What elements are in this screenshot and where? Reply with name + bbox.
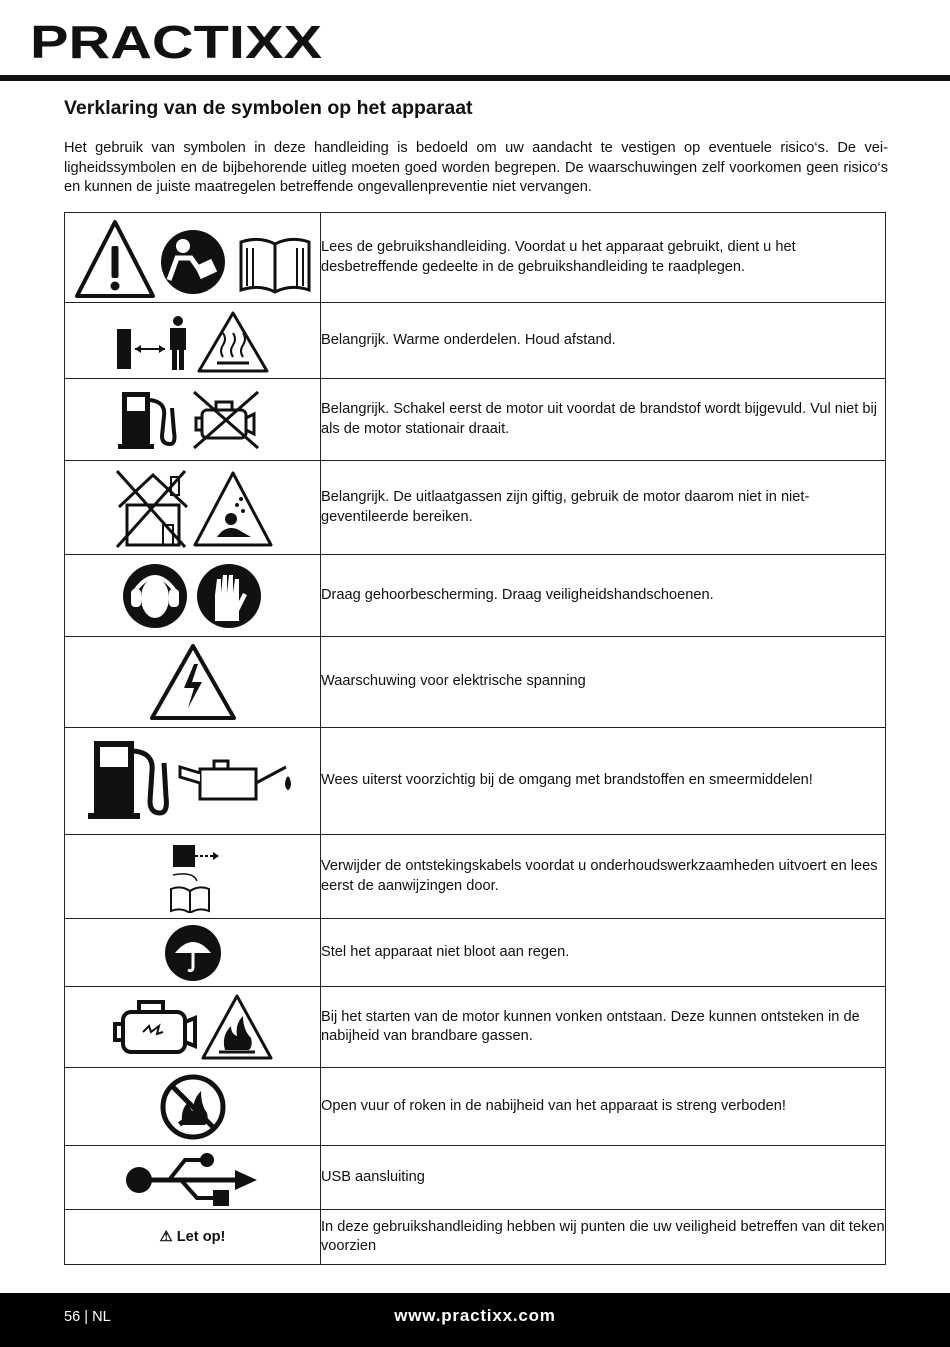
- engine-crossed-icon: [194, 392, 258, 448]
- keep-distance-icon: [117, 316, 186, 370]
- table-row: [65, 835, 886, 919]
- row-description: Wees uiterst voorzichtig bij de omgang met brandstoffen en smeermiddelen!: [321, 728, 886, 835]
- toxic-fumes-icon: [195, 473, 271, 545]
- row-description: Open vuur of roken in de nabijheid van het apparaat is streng verboden!: [321, 1068, 886, 1146]
- read-manual-icon: [161, 230, 225, 294]
- table-row: [65, 213, 886, 303]
- table-row: [65, 461, 886, 555]
- table-row: [65, 303, 886, 379]
- hot-surface-icon: [199, 313, 267, 371]
- table-row: [65, 987, 886, 1068]
- spark-plug-icon: [173, 845, 219, 881]
- table-row: [65, 1210, 886, 1265]
- table-row: [65, 379, 886, 461]
- table-row: [65, 919, 886, 987]
- row-description: Stel het apparaat niet bloot aan regen.: [321, 919, 886, 987]
- row-description: Lees de gebruikshandleiding. Voordat u het apparaat gebruikt, dient u het desbetreffende gedeelte in de gebruikshandleiding te raadplegen.: [321, 213, 886, 303]
- row-description: Bij het starten van de motor kunnen vonken ontstaan. Deze kunnen ontsteken in de nabijheid van brandbare gassen.: [321, 987, 886, 1068]
- oil-can-icon: [180, 761, 290, 799]
- row-description: USB aansluiting: [321, 1146, 886, 1210]
- umbrella-icon: [165, 925, 221, 981]
- intro-paragraph: Het gebruik van symbolen in deze handleiding is bedoeld om uw aandacht te vestigen op eventuele risico‘s. De veiligheidssymbolen en de bijbehorende uitleg moeten goed worden begrepen. De waarschuwingen zelf voorkomen geen risico‘s en kunnen de juiste maatregelen betreffende ongevallenpreventie niet vervangen.: [64, 140, 888, 195]
- svg-text:PRACTIXX: PRACTIXX: [30, 16, 323, 68]
- row-description: Belangrijk. De uitlaatgassen zijn giftig, gebruik de motor daarom niet in nietgeventileerde bereiken.: [321, 461, 886, 555]
- row-description: Belangrijk. Warme onderdelen. Houd afstand.: [321, 303, 886, 379]
- practixx-logo: [30, 14, 330, 74]
- table-row: [65, 637, 886, 728]
- table-row: [65, 728, 886, 835]
- no-fire-icon: [163, 1077, 223, 1137]
- usb-icon: [126, 1153, 257, 1206]
- open-book-icon: [171, 887, 209, 913]
- row-description: Verwijder de ontstekingskabels voordat u onderhoudswerkzaamheden uitvoert en lees eerst de aanwijzingen door.: [321, 835, 886, 919]
- row-description: In deze gebruikshandleiding hebben wij punten die uw veiligheid betreffen van dit teken voorzien: [321, 1210, 886, 1265]
- ear-protection-icon: [123, 564, 187, 628]
- table-row: [65, 1146, 886, 1210]
- row-description: Belangrijk. Schakel eerst de motor uit voordat de brandstof wordt bijgevuld. Vul niet bij als de motor stationair draait.: [321, 379, 886, 461]
- fuel-pump-icon: [88, 741, 166, 819]
- footer: [0, 1293, 950, 1347]
- open-book-icon: [241, 239, 309, 292]
- header-rule: [0, 75, 950, 81]
- table-row: [65, 555, 886, 637]
- page-number: 56 | NL: [64, 1309, 111, 1325]
- row-description: Waarschuwing voor elektrische spanning: [321, 637, 886, 728]
- website-url: www.practixx.com: [394, 1306, 556, 1325]
- engine-icon: [115, 1002, 195, 1052]
- warning-exclamation-icon: [77, 222, 153, 296]
- house-crossed-icon: [117, 471, 187, 547]
- row-description: Draag gehoorbescherming. Draag veiligheidshandschoenen.: [321, 555, 886, 637]
- page-title: Verklaring van de symbolen op het apparaat: [64, 97, 473, 119]
- fire-hazard-icon: [203, 996, 271, 1058]
- electric-hazard-icon: [152, 646, 234, 718]
- gloves-icon: [197, 564, 261, 628]
- letop-warning-label: ⚠ Let op!: [159, 1229, 226, 1245]
- fuel-pump-icon: [118, 392, 175, 449]
- table-row: [65, 1068, 886, 1146]
- symbol-table: [64, 212, 886, 1265]
